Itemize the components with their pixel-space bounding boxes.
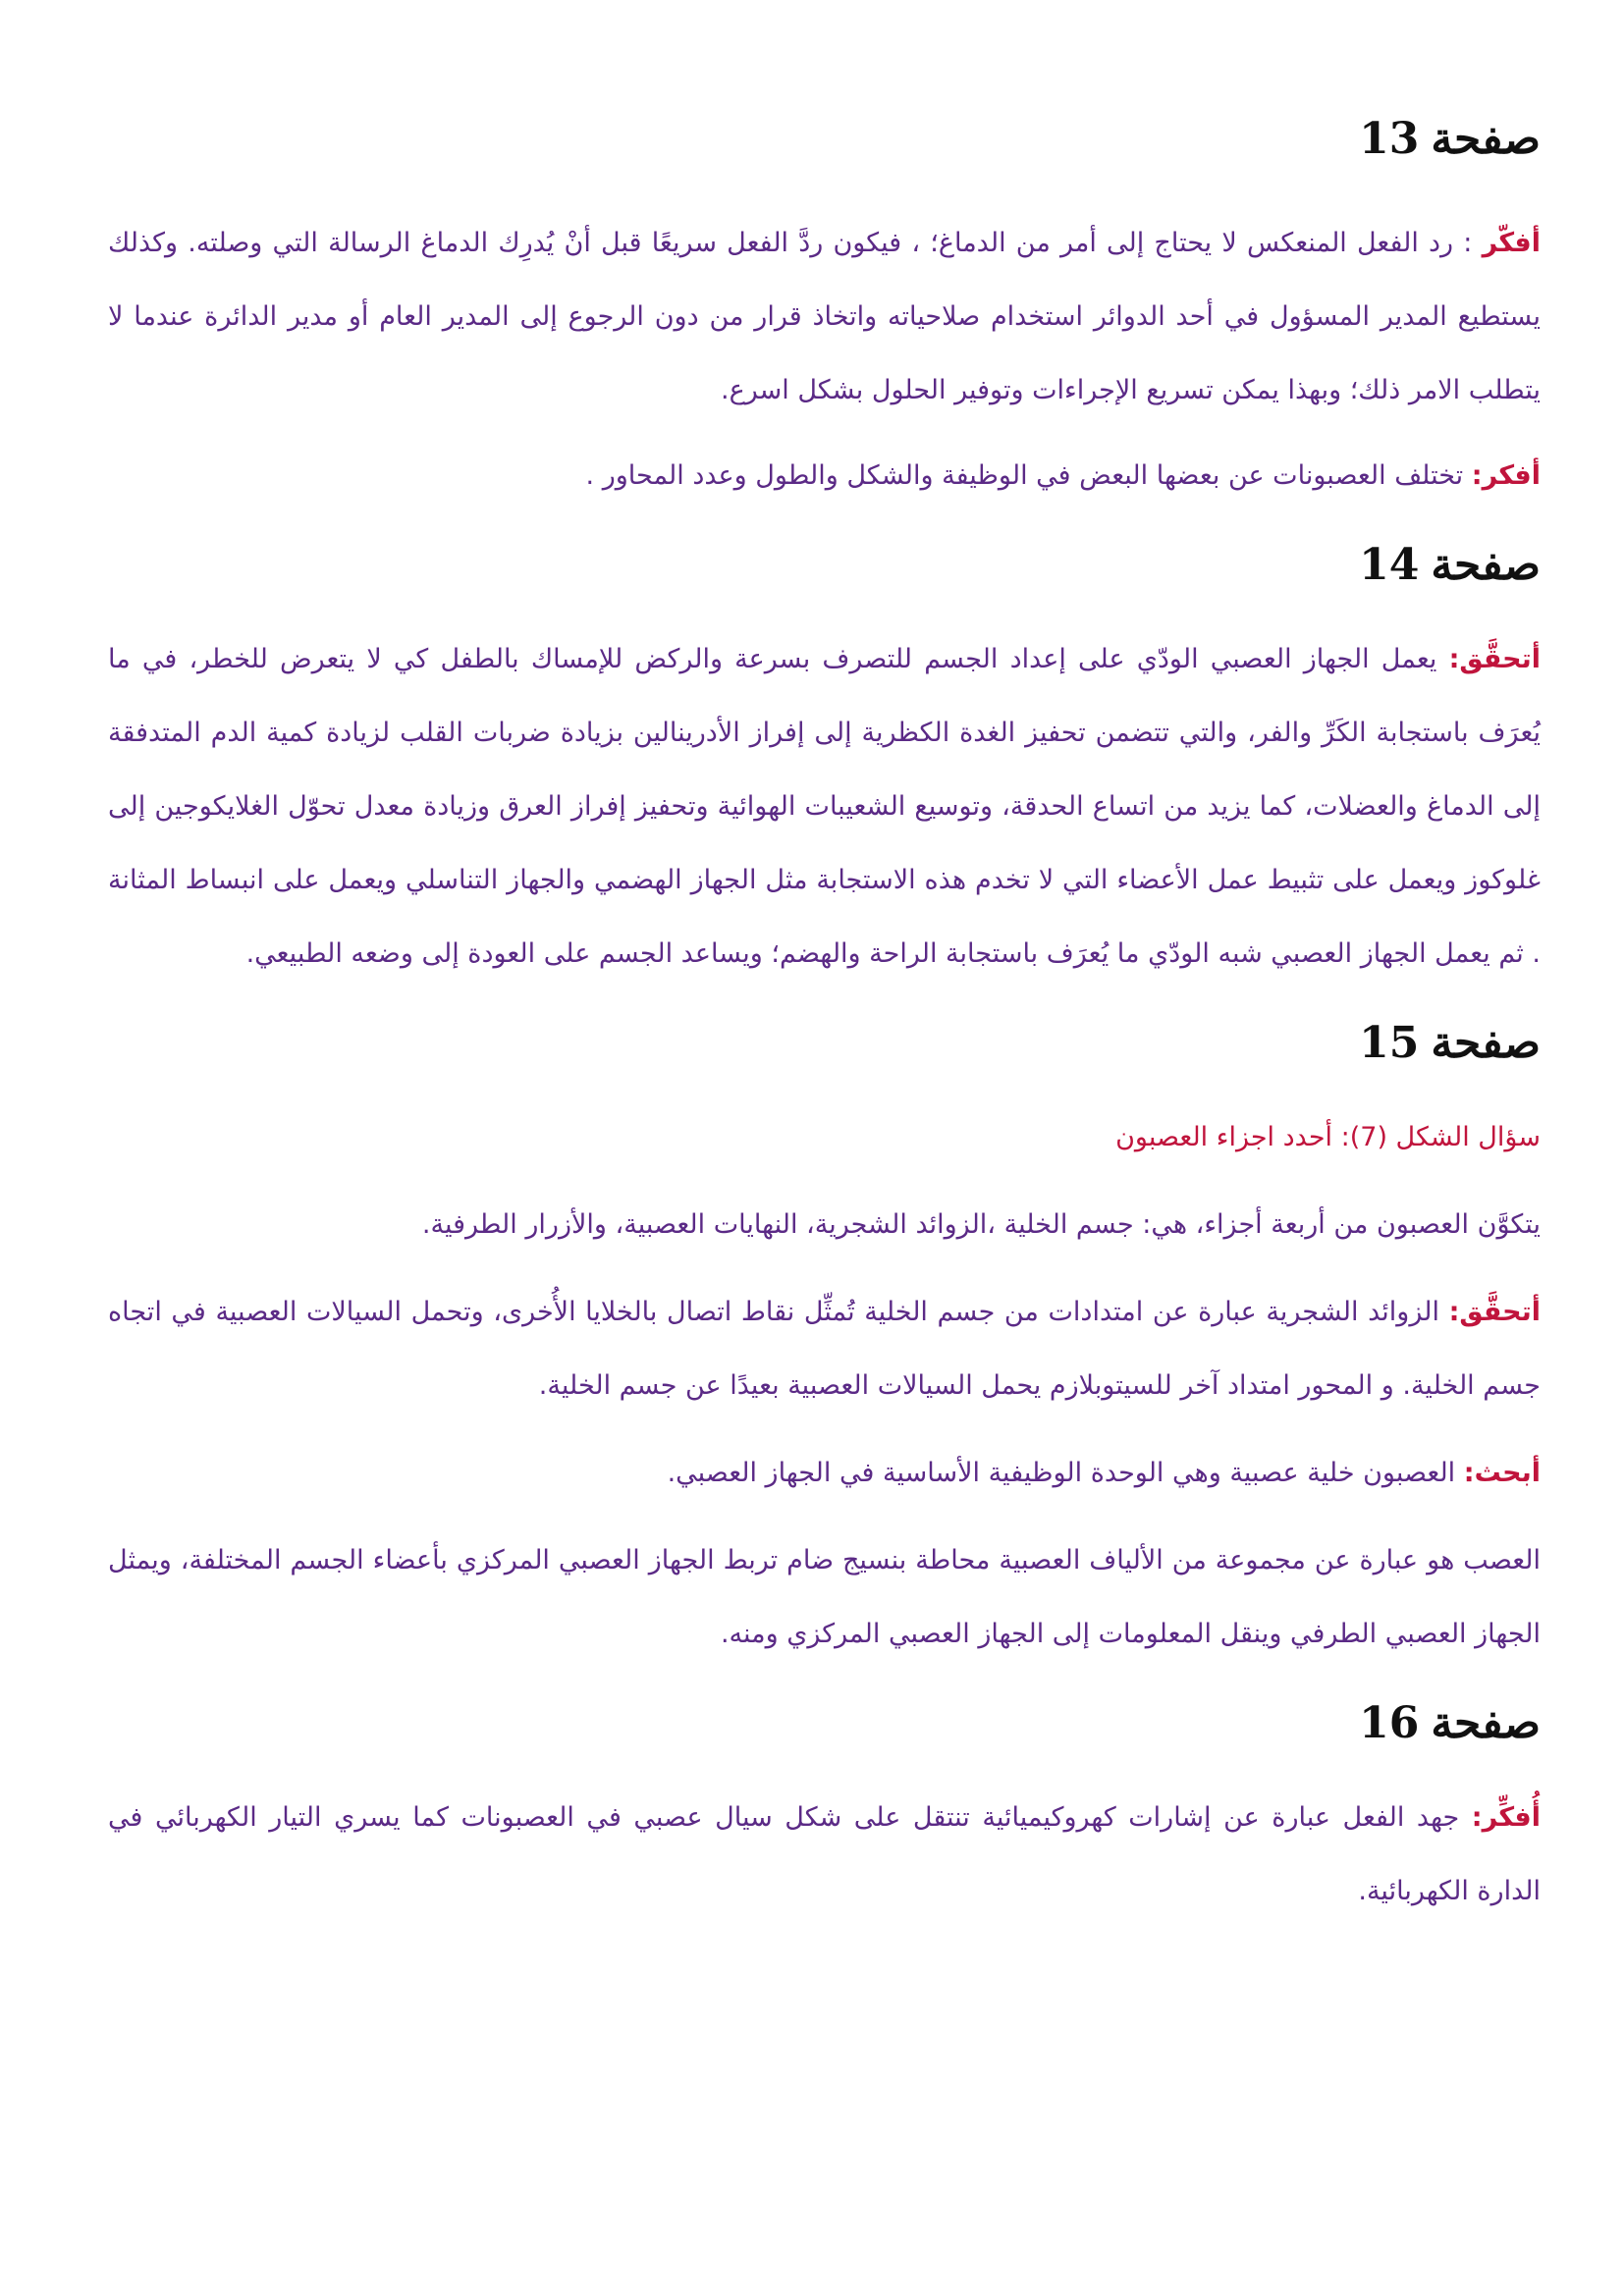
paragraph-text: : رد الفعل المنعكس لا يحتاج إلى أمر من الدماغ؛ ، فيكون ردَّ الفعل سريعًا قبل أنْ يُدرِك الدماغ الرسالة التي وصلته. وكذلك يستطيع المدير المسؤول في أحد الدوائر استخدام صلاحياته واتخاذ قرار من دون الرجوع إلى المدير العام أو مدير الدائرة عندما لا يتطلب الامر ذلك؛ وبهذا يمكن تسريع الإجراءات وتوفير الحلول بشكل اسرع. (108, 228, 1541, 405)
paragraph-label: أفكر: (1471, 460, 1541, 491)
heading-number: 15 (1359, 1018, 1420, 1068)
paragraph-label: أتحقَّق: (1448, 644, 1541, 674)
paragraph-text: تختلف العصبونات عن بعضها البعض في الوظيفة والشكل والطول وعدد المحاور . (585, 460, 1472, 491)
paragraph-label: أُفكِّر: (1471, 1802, 1541, 1833)
heading-word: صفحة (1431, 1698, 1541, 1748)
paragraph-sympathetic (108, 622, 1541, 990)
heading-word: صفحة (1431, 540, 1541, 590)
figure-question: سؤال الشكل (7): أحدد اجزاء العصبون (1115, 1122, 1541, 1152)
heading-number: 14 (1359, 540, 1420, 590)
paragraph-reflex (108, 206, 1541, 427)
paragraph-label: أبحث: (1463, 1458, 1541, 1488)
paragraph-neurons-differ (108, 439, 1541, 512)
paragraph-research (108, 1436, 1541, 1510)
section-heading-13 (108, 108, 1541, 171)
section-heading-15 (108, 1012, 1541, 1075)
paragraph-text: العصب هو عبارة عن مجموعة من الألياف العصبية محاطة بنسيج ضام تربط الجهاز العصبي المركزي بأعضاء الجسم المختلفة، ويمثل الجهاز العصبي الطرفي وينقل المعلومات إلى الجهاز العصبي المركزي ومنه. (108, 1545, 1541, 1649)
paragraph-text: العصبون خلية عصبية وهي الوحدة الوظيفية الأساسية في الجهاز العصبي. (667, 1458, 1464, 1488)
heading-number: 13 (1359, 114, 1420, 164)
paragraph-text: جهد الفعل عبارة عن إشارات كهروكيميائية تنتقل على شكل سيال عصبي في العصبونات كما يسري التيار الكهربائي في الدارة الكهربائية. (108, 1802, 1541, 1906)
paragraph-text: الزوائد الشجرية عبارة عن امتدادات من جسم الخلية تُمثِّل نقاط اتصال بالخلايا الأُخرى، وتحمل السيالات العصبية في اتجاه جسم الخلية. و المحور امتداد آخر للسيتوبلازم يحمل السيالات العصبية بعيدًا عن جسم الخلية. (108, 1297, 1541, 1401)
heading-word: صفحة (1431, 114, 1541, 164)
paragraph-label: أتحقَّق: (1448, 1297, 1541, 1327)
paragraph-text: يعمل الجهاز العصبي الودّي على إعداد الجسم للتصرف بسرعة والركض للإمساك بالطفل كي لا يتعرض للخطر، في ما يُعرَف باستجابة الكَرِّ والفر، والتي تتضمن تحفيز الغدة الكظرية إلى إفراز الأدرينالين بزيادة ضربات القلب لزيادة كمية الدم المتدفقة إلى الدماغ والعضلات، كما يزيد من اتساع الحدقة، وتوسيع الشعيبات الهوائية وتحفيز إفراز العرق وزيادة معدل تحوّل الغلايكوجين إلى غلوكوز ويعمل على تثبيط عمل الأعضاء التي لا تخدم هذه الاستجابة مثل الجهاز الهضمي والجهاز التناسلي ويعمل على انبساط المثانة . ثم يعمل الجهاز العصبي شبه الودّي ما يُعرَف باستجابة الراحة والهضم؛ ويساعد الجسم على العودة إلى وضعه الطبيعي. (108, 644, 1541, 969)
paragraph-action-potential (108, 1781, 1541, 1928)
section-heading-16 (108, 1692, 1541, 1755)
heading-word: صفحة (1431, 1018, 1541, 1068)
paragraph-label: أفكّر (1482, 228, 1541, 258)
paragraph-text: يتكوَّن العصبون من أربعة أجزاء، هي: جسم الخلية ،الزوائد الشجرية، النهايات العصبية، والأزرار الطرفية. (421, 1209, 1541, 1240)
section-heading-14 (108, 534, 1541, 597)
paragraph-dendrites (108, 1275, 1541, 1422)
paragraph-neuron-parts (108, 1188, 1541, 1261)
heading-number: 16 (1359, 1698, 1420, 1748)
paragraph-nerve (108, 1523, 1541, 1671)
